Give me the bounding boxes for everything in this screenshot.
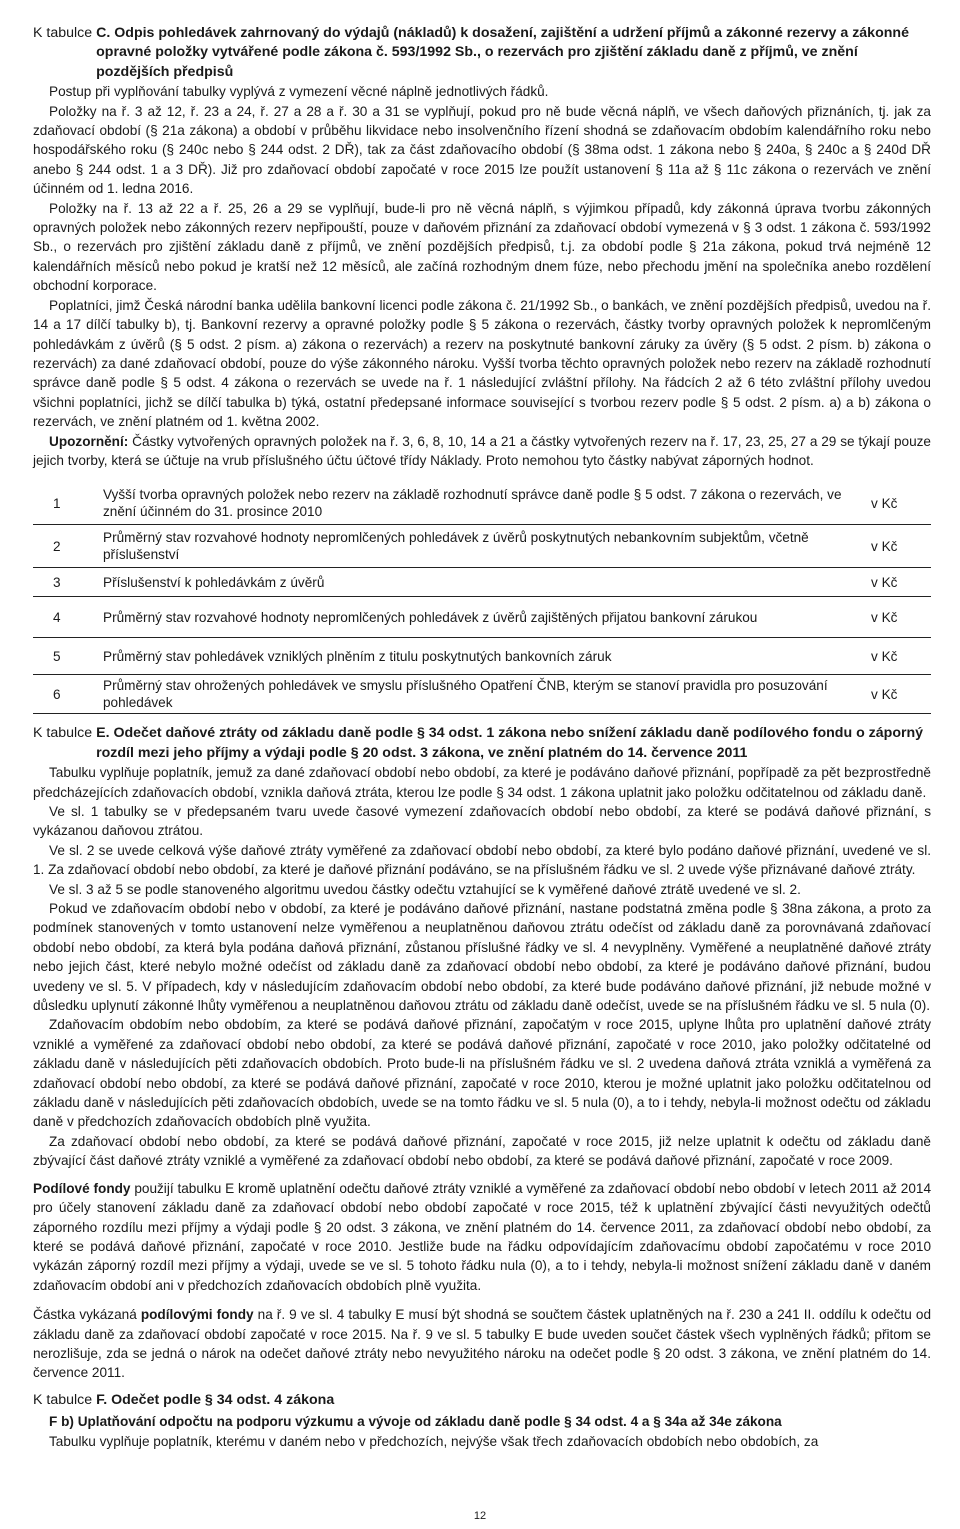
page-number: 12 <box>473 1510 487 1522</box>
row-unit: v Kč <box>871 686 898 702</box>
section-e-paragraph: Ve sl. 1 tabulky se v předepsaném tvaru uvede časové vymezení zdaňovacích období nebo období, za které se podává daňové přiznání, s vykázanou daňovou ztrátou. <box>33 803 931 839</box>
section-c-paragraph: Položky na ř. 13 až 22 a ř. 25, 26 a 29 se vyplňují, bude-li pro ně věcná náplň, s výjimkou případů, kdy zákonná úprava tvorbu zákonných opravných položek nebo zákonných rezerv nepřipouští, pouze v daňovém přiznání za zdaňovací období vymezená v § 3 odst. 1 zákona č. 593/1992 Sb., o rezervách pro zjištění základu daně z příjmů, ve znění pozdějších předpisů, t.j. za období podle § 21a zákona, pokud trvá nejméně 12 kalendářních měsíců nebo pokud je kratší než 12 měsíců, ale začíná rozhodným dnem fúze, nebo přechodu jmění na společníka anebo rozdělení obchodní korporace. <box>33 200 931 294</box>
section-f-prefix: K tabulce <box>33 1391 97 1408</box>
section-e-paragraph: Ve sl. 2 se uvede celková výše daňové ztráty vyměřené za zdaňovací období nebo období, za které bylo podáno daňové přiznání, uvedené ve sl. 1. Za zdaňovací období nebo období, za které je daňové přiznání podáváno, se na příslušném řádku ve sl. 2 uvede výše přiznávané daňové ztráty. <box>33 842 931 878</box>
funds-text: použijí tabulku E kromě uplatnění odečtu daňové ztráty vzniklé a vyměřené za zdaňovací období nebo období v letech 2011 až 2014 pro účely stanovení základu daně za zdaňovací období nebo období započaté v roce 2015, též k uplatnění zbývající části nevyužitých odečtů záporného rozdílu mezi příjmy a výdaji podle § 20 odst. 3 zákona, ve znění platném do 14. července 2011, za zdaňovací období nebo období, za které se podává daňové přiznání, započaté v roce 2010. Jestliže bude na řádku odpovídajícím zdaňovacímu období započatému v roce 2010 vykázán záporný rozdíl mezi příjmy a výdaji, uvede se ve sl. 5 tohoto řádku nula (0), a to i tehdy, nebyla-li možnost snížení základu daně v daném zdaňovacím období ani v předchozích zdaňovacích obdobích plně využita. <box>33 1180 931 1293</box>
section-e-paragraph: Pokud ve zdaňovacím období nebo v období, za které je podáváno daňové přiznání, nastane podstatná změna podle § 38na zákona, a proto za podmínek stanovených v tomto ustanovení nelze vyměřenou a neuplatněnou daňovou ztrátu odečíst od základu daně za porovnávaná zdaňovací období nebo období, za která byla podána daňová přiznání, zůstanou příslušné řádky ve sl. 4 nevyplněny. Vyměřené a neuplatněné daňové ztráty nebo jejich část, které nebylo možné odečíst od základu daně za zdaňovací období nebo období, za které je podáváno daňové přiznání, budou uvedeny ve sl. 5. V případech, kdy v následujícím zdaňovacím období nebo období, za které bude podáváno daňové přiznání, již nebude možné v důsledku uplynutí zákonné lhůty vyměřenou a neuplatněnou daňovou ztrátu od základu daně odečíst, uvede se na příslušném řádku ve sl. 5 nula (0). <box>33 901 931 1014</box>
amount-text-start: Částka vykázaná <box>33 1307 141 1323</box>
section-c-paragraph: Postup při vyplňování tabulky vyplývá z vymezení věcné náplně jednotlivých řádků. <box>49 84 549 100</box>
row-number: 3 <box>53 574 61 590</box>
row-number: 1 <box>53 495 61 511</box>
table-row <box>33 525 931 568</box>
section-c-warning <box>33 432 931 471</box>
section-f-paragraph: Tabulku vyplňuje poplatník, kterému v daném nebo v předchozích, nejvýše však třech zdaňovacích obdobích nebo obdobích, za <box>49 1433 819 1449</box>
row-unit: v Kč <box>871 609 898 625</box>
special-attachment-table <box>33 482 931 714</box>
table-row <box>33 482 931 525</box>
section-c-paragraph: Položky na ř. 3 až 12, ř. 23 a 24, ř. 27 a 28 a ř. 30 a 31 se vyplňují, pokud pro ně bude věcná náplň, ve všech daňových přiznáních, tj. jak za zdaňovací období (§ 21a zákona) a období v průběhu likvidace nebo insolvenčního řízení shodná se zdaňovacím obdobím kalendářního roku nebo hospodářského roku (§ 240c nebo § 244 odst. 2 DŘ), tak za část zdaňovacího období (§ 38ma odst. 1 zákona nebo § 240a, § 240c a § 240d DŘ anebo § 244 odst. 1 a 3 DŘ). Již pro zdaňovací období započaté v roce 2015 lze použít ustanovení § 11a až § 11c zákona o rezervách ve znění účinném od 1. ledna 2016. <box>33 103 931 197</box>
funds-label: Podílové fondy <box>33 1180 131 1196</box>
section-e-title: E. Odečet daňové ztráty od základu daně podle § 34 odst. 1 zákona nebo snížení základu daně podílového fondu o záporný rozdíl mezi jeho příjmy a výdaji podle § 20 odst. 3 zákona, ve znění platném do 14. července 2011 <box>96 725 924 761</box>
section-f-subtitle: F b) Uplatňování odpočtu na podporu výzkumu a vývoje od základu daně podle § 34 odst. 4 a § 34a až 34e zákona <box>49 1414 782 1430</box>
row-number: 6 <box>53 686 61 702</box>
row-unit: v Kč <box>871 574 898 590</box>
row-number: 2 <box>53 538 61 554</box>
row-text: Průměrný stav pohledávek vzniklých plněním z titulu poskytnutých bankovních záruk <box>103 648 612 664</box>
document-page <box>33 24 931 1451</box>
row-text: Průměrný stav ohrožených pohledávek ve smyslu příslušného Opatření ČNB, kterým se stanoví pravidla pro posuzování pohledávek <box>103 678 828 711</box>
row-text: Vyšší tvorba opravných položek nebo rezerv na základě rozhodnutí správce daně podle § 5 odst. 7 zákona o rezervách, ve znění účinném do 31. prosince 2010 <box>103 487 842 520</box>
section-e-paragraph: Ve sl. 3 až 5 se podle stanoveného algoritmu uvedou částky odečtu vztahující se k vyměřené daňové ztrátě uvedené ve sl. 2. <box>49 881 801 897</box>
section-f-title: F. Odečet podle § 34 odst. 4 zákona <box>96 1391 335 1408</box>
amount-text-end: na ř. 9 ve sl. 4 tabulky E musí být shodná se součtem částek uplatněných na ř. 230 a 241 II. oddílu k odečtu od základu daně za zdaňovací období započaté v roce 2015. Na ř. 9 ve sl. 5 tabulky E bude uveden součet částek všech vyplněných řádků; přitom se nerozlišuje, zda se jedná o nárok na odečet daňové ztráty nebo nevyužitého nároku na odečet podle § 20 odst. 3 zákona, ve znění platném do 14. července 2011. <box>33 1307 932 1381</box>
table-row <box>33 675 931 714</box>
warning-label: Upozornění: <box>49 433 129 449</box>
row-unit: v Kč <box>871 495 898 511</box>
row-unit: v Kč <box>871 538 898 554</box>
warning-text: Částky vytvořených opravných položek na ř. 3, 6, 8, 10, 14 a 21 a částky vytvořených rezerv na ř. 17, 23, 25, 27 a 29 se týkají pouze jejich tvorby, která se účtuje na vrub příslušného účtu účtové třídy Náklady. Proto nemohou tyto částky nabývat záporných hodnot. <box>33 433 931 468</box>
funds-emphasis: podílovými fondy <box>140 1307 254 1323</box>
section-e-prefix: K tabulce <box>33 725 97 742</box>
row-number: 5 <box>53 648 61 664</box>
table-row <box>33 638 931 675</box>
section-e-funds-amount <box>33 1305 931 1383</box>
section-e-heading <box>33 724 931 763</box>
section-e-paragraph: Za zdaňovací období nebo období, za které se podává daňové přiznání, započaté v roce 2015, již nelze uplatnit k odečtu od základu daně zbývající část daňové ztráty vzniklé a vyměřené za zdaňovací období nebo období, za které se podává daňové přiznání, započaté v roce 2009. <box>33 1133 931 1169</box>
section-f-heading <box>33 1391 931 1410</box>
table-row <box>33 568 931 597</box>
row-number: 4 <box>53 609 61 625</box>
row-text: Průměrný stav rozvahové hodnoty nepromlčených pohledávek z úvěrů poskytnutých nebankovním subjektům, včetně příslušenství <box>103 530 809 563</box>
section-c-heading <box>33 24 931 82</box>
row-text: Příslušenství k pohledávkám z úvěrů <box>103 574 325 590</box>
section-e-funds-paragraph <box>33 1179 931 1295</box>
section-c-paragraph: Poplatníci, jimž Česká národní banka udělila bankovní licenci podle zákona č. 21/1992 Sb., o bankách, ve znění pozdějších předpisů, uvedou na ř. 14 a 17 dílčí tabulky b), tj. Bankovní rezervy a opravné položky podle § 5 zákona o rezervách, částky tvorby opravných položek k nepromlčeným pohledávkám z úvěrů (§ 5 odst. 2 písm. a) zákona o rezervách) a rezerv na poskytnuté bankovní záruky za úvěry (§ 5 odst. 2 písm. b) zákona o rezervách) za dané zdaňovací období, pouze do výše zákonného nároku. Vyšší tvorba těchto opravných položek nebo rezerv na základě rozhodnutí správce daně podle § 5 odst. 4 zákona o rezervách se uvede na ř. 1 následující zvláštní přílohy. Na řádcích 2 až 6 této zvláštní přílohy uvedou všichni poplatníci, jichž se dílčí tabulka b) týká, ostatní předepsané informace související s tvorbou rezerv podle § 5 odst. 2 písm. a) a b) zákona o rezervách, ve znění platném od 1. května 2002. <box>33 297 931 430</box>
section-e-paragraph: Tabulku vyplňuje poplatník, jemuž za dané zdaňovací období nebo období, za které je podáváno daňové přiznání, popřípadě za pět bezprostředně předcházejících zdaňovacích období, vznikla daňová ztráta, kterou lze podle § 34 odst. 1 zákona uplatnit jako položku odčitatelnou od základu daně. <box>33 765 931 800</box>
section-c-prefix: K tabulce <box>33 25 97 41</box>
section-e-paragraph: Zdaňovacím obdobím nebo obdobím, za které se podává daňové přiznání, započatým v roce 2015, uplyne lhůta pro uplatnění daňové ztráty vzniklé a vyměřené za zdaňovací období nebo období, za které se podává daňové přiznání, započaté v roce 2010, jako položky odčitatelné od základu daně v následujících pěti zdaňovacích obdobích. Proto bude-li na příslušném řádku ve sl. 2 uvedena daňová ztráta vzniklá a vyměřená za zdaňovací období nebo období, za které se podává daňové přiznání, započaté v roce 2010, kterou je možné uplatnit jako položku odčitatelnou od základu daně v následujících pěti zdaňovacích obdobích, uvede se na tomto řádku ve sl. 5 nula (0), a to i tehdy, nebyla-li možnost odečtu od základu daně v předchozích zdaňovacích obdobích plně využita. <box>33 1017 931 1130</box>
section-c-title: C. Odpis pohledávek zahrnovaný do výdajů (nákladů) k dosažení, zajištění a udržení příjmů a zákonné rezervy a zákonné opravné položky vytvářené podle zákona č. 593/1992 Sb., o rezervách pro zjištění základu daně z příjmů, ve znění pozdějších předpisů <box>96 25 909 80</box>
row-unit: v Kč <box>871 648 898 664</box>
row-text: Průměrný stav rozvahové hodnoty nepromlčených pohledávek z úvěrů zajištěných přijatou bankovní zárukou <box>103 609 758 625</box>
table-row <box>33 597 931 638</box>
